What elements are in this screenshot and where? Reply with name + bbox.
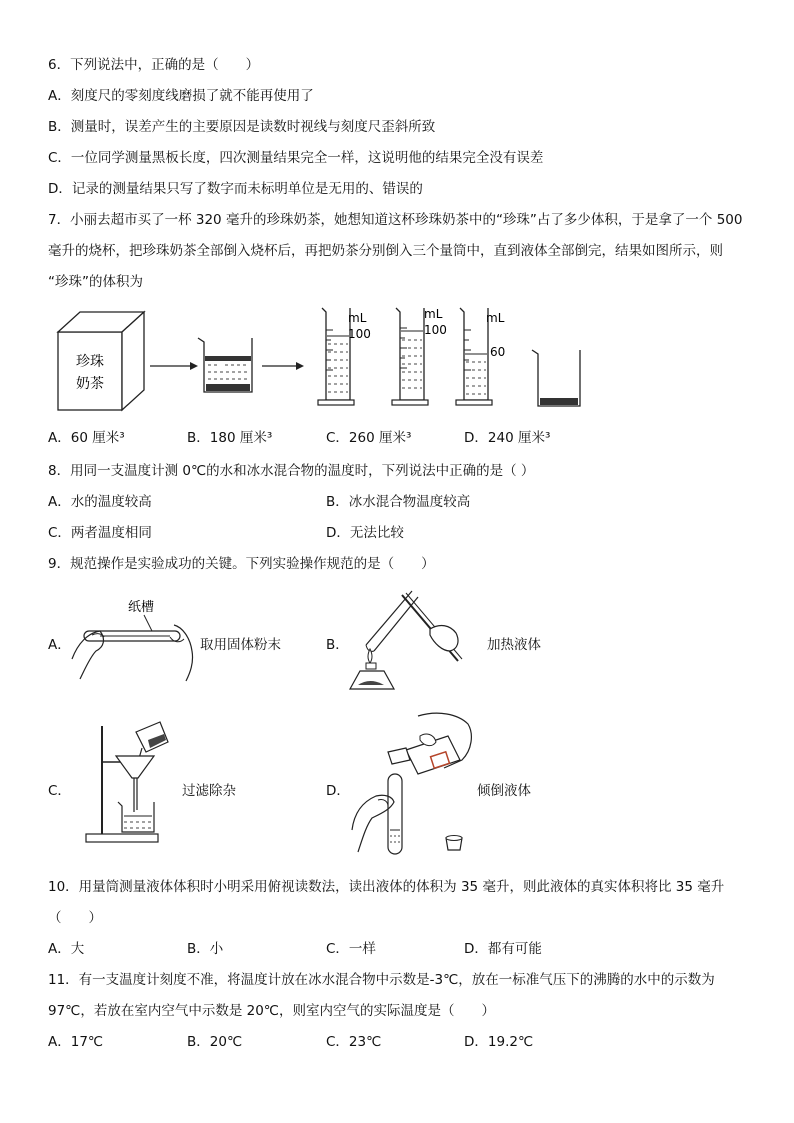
graduated-cylinder-2-icon xyxy=(392,307,447,405)
q8-option-a: A．水的温度较高 xyxy=(48,494,152,510)
q7-option-d: D．240 厘米³ xyxy=(464,430,551,446)
q8-option-b: B．冰水混合物温度较高 xyxy=(326,494,471,510)
cylinder-1-unit: mL xyxy=(348,311,367,325)
q10-stem-line-2: （ ） xyxy=(48,910,102,926)
q6-option-b: B．测量时，误差产生的主要原因是读数时视线与刻度尺歪斜所致 xyxy=(48,119,436,135)
q9-a-letter: A． xyxy=(48,637,71,653)
q9-a-caption: 取用固体粉末 xyxy=(200,637,281,653)
q7-stem-line-2: 毫升的烧杯，把珍珠奶茶全部倒入烧杯后，再把奶茶分别倒入三个量筒中，直到液体全部倒完，结果如图所示，则 xyxy=(48,243,723,259)
q10-option-c: C．一样 xyxy=(326,941,376,957)
q7-option-b: B．180 厘米³ xyxy=(187,430,273,446)
q6-option-a: A．刻度尺的零刻度线磨损了就不能再使用了 xyxy=(48,88,314,104)
q7-figure xyxy=(50,300,610,418)
q11-stem-line-2: 97℃，若放在室内空气中示数是 20℃，则室内空气的实际温度是（ ） xyxy=(48,1003,495,1019)
box-label-1: 珍珠 xyxy=(76,354,104,370)
q7-option-c: C．260 厘米³ xyxy=(326,430,412,446)
q11-option-c: C．23℃ xyxy=(326,1034,382,1050)
graduated-cylinder-3-icon xyxy=(456,308,505,405)
milk-tea-box-icon xyxy=(58,312,144,410)
q11-option-a: A．17℃ xyxy=(48,1034,104,1050)
paper-trough-callout: 纸槽 xyxy=(128,600,155,615)
q10-option-d: D．都有可能 xyxy=(464,941,542,957)
q6-option-d: D．记录的测量结果只写了数字而未标明单位是无用的、错误的 xyxy=(48,181,423,197)
q7-option-a: A．60 厘米³ xyxy=(48,430,125,446)
q7-stem-line-3: “珍珠”的体积为 xyxy=(48,274,143,290)
q9-stem: 9．规范操作是实验成功的关键。下列实验操作规范的是（ ） xyxy=(48,556,435,572)
q11-stem-line-1: 11．有一支温度计刻度不准，将温度计放在冰水混合物中示数是-3℃，放在一标准气压下的沸腾的水中的示数为 xyxy=(48,972,715,988)
q7-stem-line-1: 7．小丽去超市买了一杯 320 毫升的珍珠奶茶，她想知道这杯珍珠奶茶中的“珍珠”占了多少体积，于是拿了一个 500 xyxy=(48,212,743,228)
q8-stem: 8．用同一支温度计测 0℃的水和冰水混合物的温度时，下列说法中正确的是（ ） xyxy=(48,463,535,479)
q9-d-letter: D． xyxy=(326,783,350,799)
q8-option-d: D．无法比较 xyxy=(326,525,404,541)
pouring-liquid-icon xyxy=(348,710,478,860)
beaker-with-tea-icon xyxy=(198,338,252,392)
cylinder-1-mark: 100 xyxy=(348,327,371,341)
q6-stem: 6．下列说法中，正确的是（ ） xyxy=(48,57,260,73)
cylinder-2-unit: mL xyxy=(424,307,443,321)
box-label-2: 奶茶 xyxy=(76,376,104,392)
q8-option-c: C．两者温度相同 xyxy=(48,525,152,541)
beaker-with-pearls-icon xyxy=(532,350,580,406)
q9-b-letter: B． xyxy=(326,637,349,653)
q10-stem-line-1: 10．用量筒测量液体体积时小明采用俯视读数法，读出液体的体积为 35 毫升，则此液体的真实体积将比 35 毫升 xyxy=(48,879,725,895)
powder-paper-trough-icon xyxy=(70,595,198,685)
arrow-right-icon xyxy=(150,362,198,370)
q11-option-d: D．19.2℃ xyxy=(464,1034,534,1050)
cylinder-2-mark: 100 xyxy=(424,323,447,337)
cylinder-3-unit: mL xyxy=(486,311,505,325)
q10-option-b: B．小 xyxy=(187,941,224,957)
filtration-setup-icon xyxy=(82,718,178,848)
heating-liquid-icon xyxy=(346,585,476,690)
graduated-cylinder-1-icon xyxy=(318,308,371,405)
q9-d-caption: 倾倒液体 xyxy=(477,783,531,799)
q9-b-caption: 加热液体 xyxy=(487,637,541,653)
q6-option-c: C．一位同学测量黑板长度，四次测量结果完全一样，这说明他的结果完全没有误差 xyxy=(48,150,544,166)
q9-c-caption: 过滤除杂 xyxy=(182,783,236,799)
q11-option-b: B．20℃ xyxy=(187,1034,243,1050)
q9-c-letter: C． xyxy=(48,783,71,799)
q10-option-a: A．大 xyxy=(48,941,85,957)
cylinder-3-mark: 60 xyxy=(490,345,506,359)
arrow-right-icon xyxy=(262,362,304,370)
